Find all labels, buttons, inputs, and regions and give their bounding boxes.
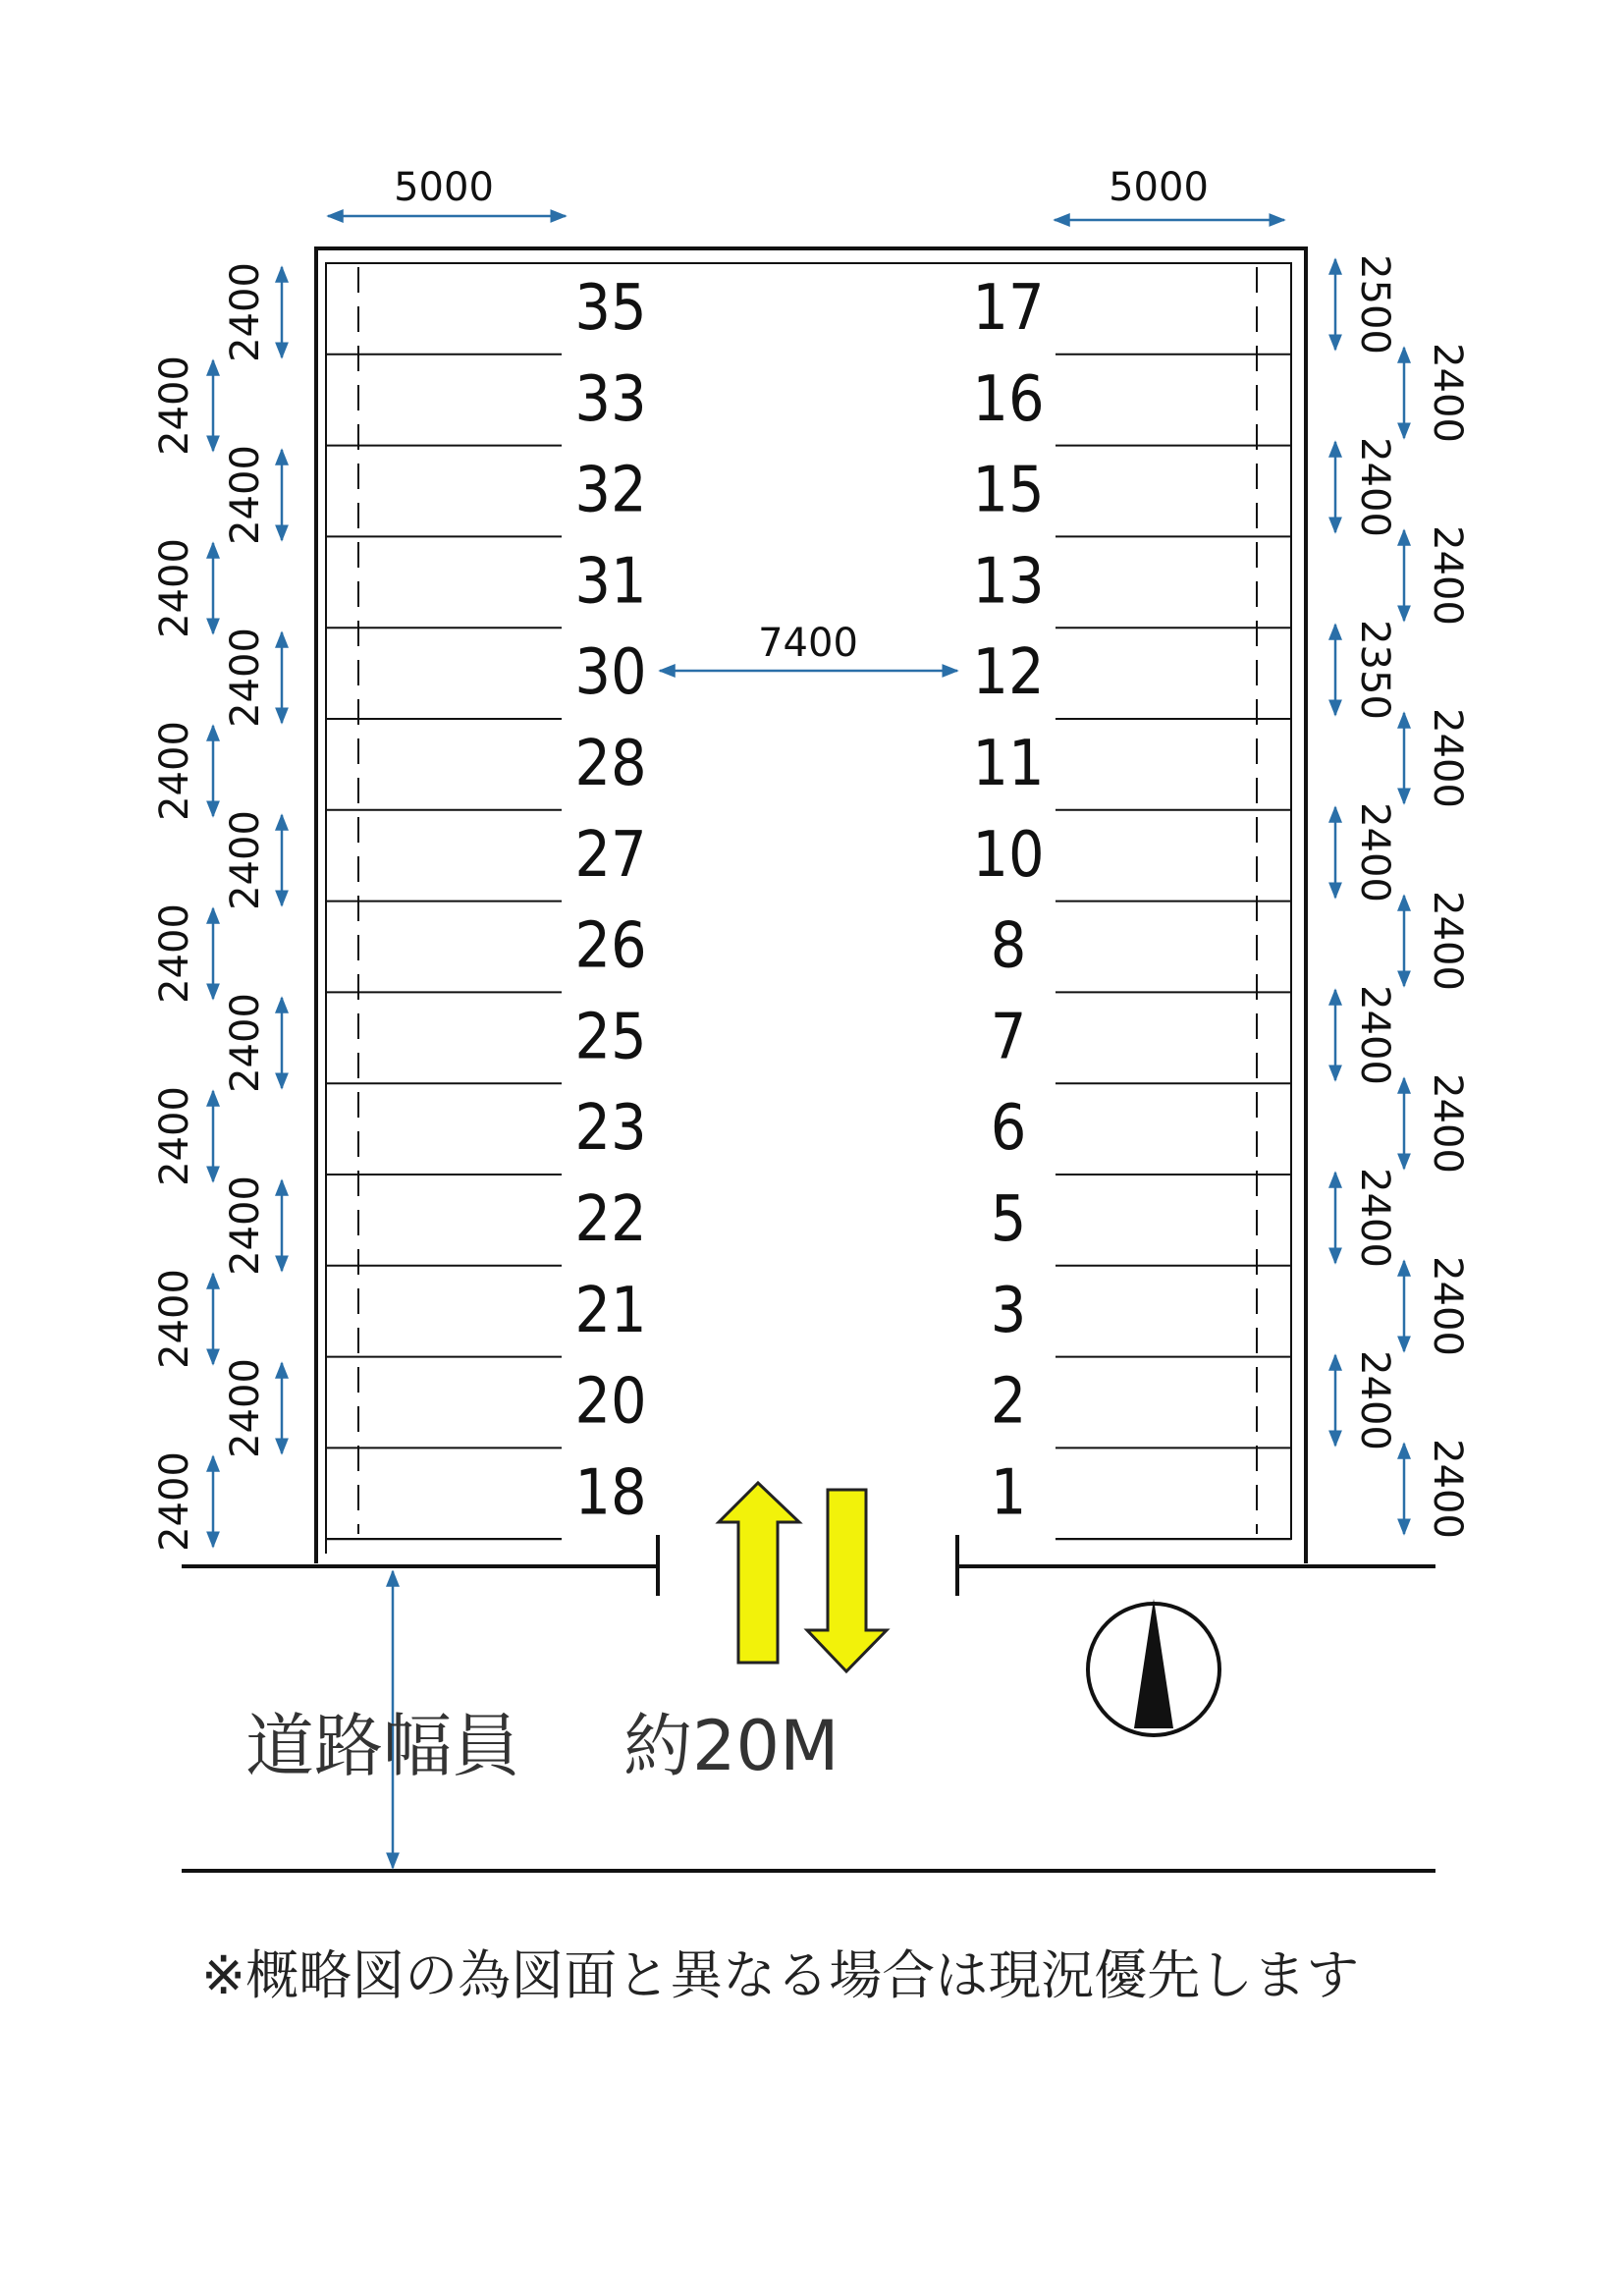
space-number: 3 — [990, 1274, 1027, 1347]
left-outer-dimension-label: 2400 — [152, 1269, 197, 1369]
space-number: 21 — [574, 1274, 647, 1347]
right-inner-dimension-label: 2350 — [1352, 620, 1397, 720]
road-lines — [182, 1535, 1435, 1871]
left-inner-dimension-label: 2400 — [223, 1175, 268, 1276]
space-number: 30 — [574, 636, 647, 710]
space-number: 17 — [972, 272, 1045, 345]
space-number: 12 — [972, 636, 1045, 710]
exit-arrow-down-icon — [807, 1490, 887, 1671]
stall-lines — [326, 267, 1291, 1539]
right-width-label: 5000 — [1109, 165, 1209, 210]
left-outer-dimension-label: 2400 — [152, 903, 197, 1004]
left-inner-dimension-label: 2400 — [223, 1358, 268, 1458]
right-inner-dimension-label: 2500 — [1352, 254, 1397, 355]
left-inner-dimension-label: 2400 — [223, 262, 268, 362]
space-number: 25 — [574, 1001, 647, 1074]
space-number: 23 — [574, 1092, 647, 1166]
space-number: 27 — [574, 818, 647, 892]
space-number: 11 — [972, 728, 1045, 800]
aisle-width-label: 7400 — [758, 621, 858, 666]
left-inner-dimension-label: 2400 — [223, 810, 268, 910]
right-outer-dimension-label: 2400 — [1425, 1073, 1470, 1174]
space-number: 15 — [972, 454, 1045, 527]
aisle-width-dimension — [660, 621, 957, 671]
space-number: 6 — [990, 1092, 1027, 1166]
right-outer-dimension-label: 2400 — [1425, 343, 1470, 443]
space-number: 13 — [972, 545, 1045, 619]
right-inner-dimension-label: 2400 — [1352, 985, 1397, 1085]
space-number: 1 — [990, 1456, 1027, 1530]
space-number: 20 — [574, 1365, 647, 1439]
north-arrow-icon — [1088, 1599, 1219, 1735]
left-inner-dimension-label: 2400 — [223, 993, 268, 1093]
right-inner-dimension-label: 2400 — [1352, 802, 1397, 902]
left-outer-dimension-label: 2400 — [152, 1086, 197, 1186]
space-number: 28 — [574, 728, 647, 800]
disclaimer-note: ※概略図の為図面と異なる場合は現況優先します — [201, 1944, 1360, 2006]
right-inner-dimension-label: 2400 — [1352, 437, 1397, 537]
space-number: 7 — [990, 1001, 1027, 1074]
left-outer-dimension-label: 2400 — [152, 355, 197, 456]
space-number: 2 — [990, 1365, 1027, 1439]
space-number: 5 — [990, 1183, 1027, 1256]
left-outer-dimension-label: 2400 — [152, 721, 197, 821]
left-outer-dimension-label: 2400 — [152, 538, 197, 638]
entry-exit-arrows-icon — [719, 1483, 887, 1671]
space-number: 32 — [574, 454, 647, 527]
left-inner-dimension-label: 2400 — [223, 628, 268, 728]
right-space-numbers — [972, 272, 1044, 1529]
space-number: 8 — [990, 909, 1027, 983]
space-number: 31 — [574, 545, 647, 619]
right-outer-dimension-label: 2400 — [1425, 525, 1470, 626]
space-number: 22 — [574, 1183, 647, 1256]
entry-arrow-up-icon — [719, 1483, 799, 1663]
left-width-dimension — [328, 165, 566, 216]
right-outer-dimension-label: 2400 — [1425, 1256, 1470, 1356]
left-outer-dimension-label: 2400 — [152, 1451, 197, 1552]
right-width-dimension — [1055, 165, 1284, 220]
space-number: 26 — [574, 909, 647, 983]
right-outer-dimension-label: 2400 — [1425, 708, 1470, 808]
space-number: 35 — [574, 272, 647, 345]
right-outer-dimension-label: 2400 — [1425, 891, 1470, 991]
space-number: 18 — [574, 1456, 647, 1530]
space-number: 16 — [972, 362, 1045, 436]
left-inner-dimension-label: 2400 — [223, 445, 268, 545]
right-inner-dimension-label: 2400 — [1352, 1350, 1397, 1450]
space-number: 33 — [574, 362, 647, 436]
road-label: 道路幅員 — [245, 1706, 520, 1786]
space-number: 10 — [972, 818, 1045, 892]
road-width-label: 約20M — [623, 1706, 839, 1786]
left-width-label: 5000 — [394, 165, 494, 210]
left-space-numbers — [574, 272, 646, 1529]
right-inner-dimension-label: 2400 — [1352, 1168, 1397, 1268]
right-outer-dimension-label: 2400 — [1425, 1439, 1470, 1539]
